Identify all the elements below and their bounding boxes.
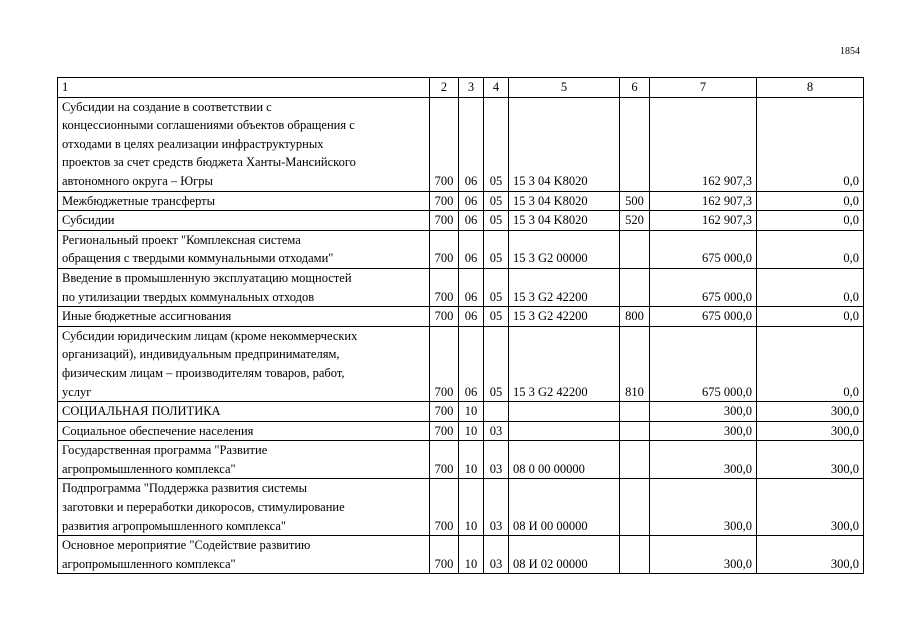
amount-cell: 675 000,0 bbox=[650, 326, 757, 401]
expense-type-cell bbox=[620, 536, 650, 574]
amount-cell: 675 000,0 bbox=[650, 307, 757, 327]
table-row bbox=[58, 421, 864, 441]
target-article-cell: 15 3 G2 00000 bbox=[509, 230, 620, 268]
column-header-1: 1 bbox=[58, 78, 430, 98]
subsection-cell: 05 bbox=[484, 326, 509, 401]
subsection-cell: 05 bbox=[484, 307, 509, 327]
subsection-cell: 03 bbox=[484, 536, 509, 574]
expense-type-cell bbox=[620, 230, 650, 268]
row-name-cell: Субсидии на создание в соответствии с концессионными соглашениями объектов обращения с отходами в целях реализации инфраструктурных проектов за счет средств бюджета Ханты-Мансийского автономного округа – Югры bbox=[58, 97, 430, 191]
section-cell: 06 bbox=[459, 230, 484, 268]
table-row bbox=[58, 191, 864, 211]
amount-federal-cell: 300,0 bbox=[757, 421, 864, 441]
table-row bbox=[58, 211, 864, 231]
expense-type-cell bbox=[620, 268, 650, 306]
subsection-cell bbox=[484, 402, 509, 422]
amount-federal-cell: 0,0 bbox=[757, 211, 864, 231]
subsection-cell: 03 bbox=[484, 479, 509, 536]
subsection-cell: 05 bbox=[484, 211, 509, 231]
code-admin-cell: 700 bbox=[430, 211, 459, 231]
code-admin-cell: 700 bbox=[430, 326, 459, 401]
expense-type-cell bbox=[620, 441, 650, 479]
target-article-cell bbox=[509, 421, 620, 441]
section-cell: 10 bbox=[459, 402, 484, 422]
amount-federal-cell: 0,0 bbox=[757, 191, 864, 211]
section-cell: 10 bbox=[459, 479, 484, 536]
column-header-4: 4 bbox=[484, 78, 509, 98]
section-cell: 06 bbox=[459, 97, 484, 191]
amount-cell: 300,0 bbox=[650, 402, 757, 422]
table-header-row bbox=[58, 78, 864, 98]
table-row bbox=[58, 230, 864, 268]
subsection-cell: 05 bbox=[484, 97, 509, 191]
subsection-cell: 05 bbox=[484, 230, 509, 268]
expense-type-cell bbox=[620, 421, 650, 441]
code-admin-cell: 700 bbox=[430, 402, 459, 422]
row-name-cell: Основное мероприятие "Содействие развитию агропромышленного комплекса" bbox=[58, 536, 430, 574]
table-row bbox=[58, 307, 864, 327]
subsection-cell: 03 bbox=[484, 441, 509, 479]
row-name-cell: Подпрограмма "Поддержка развития системы заготовки и переработки дикоросов, стимулирование развития агропромышленного комплекса" bbox=[58, 479, 430, 536]
table-row bbox=[58, 97, 864, 191]
code-admin-cell: 700 bbox=[430, 191, 459, 211]
section-cell: 06 bbox=[459, 211, 484, 231]
subsection-cell: 03 bbox=[484, 421, 509, 441]
section-cell: 10 bbox=[459, 441, 484, 479]
column-header-8: 8 bbox=[757, 78, 864, 98]
expense-type-cell: 500 bbox=[620, 191, 650, 211]
row-name-cell: Межбюджетные трансферты bbox=[58, 191, 430, 211]
amount-cell: 300,0 bbox=[650, 421, 757, 441]
expense-type-cell: 810 bbox=[620, 326, 650, 401]
row-name-cell: СОЦИАЛЬНАЯ ПОЛИТИКА bbox=[58, 402, 430, 422]
amount-cell: 162 907,3 bbox=[650, 191, 757, 211]
expense-type-cell: 800 bbox=[620, 307, 650, 327]
table-row bbox=[58, 326, 864, 401]
target-article-cell: 08 0 00 00000 bbox=[509, 441, 620, 479]
amount-federal-cell: 0,0 bbox=[757, 326, 864, 401]
target-article-cell: 15 3 G2 42200 bbox=[509, 326, 620, 401]
row-name-cell: Социальное обеспечение населения bbox=[58, 421, 430, 441]
amount-federal-cell: 0,0 bbox=[757, 268, 864, 306]
subsection-cell: 05 bbox=[484, 191, 509, 211]
expense-type-cell bbox=[620, 97, 650, 191]
amount-federal-cell: 300,0 bbox=[757, 536, 864, 574]
row-name-cell: Субсидии юридическим лицам (кроме некоммерческих организаций), индивидуальным предпринимателям, физическим лицам – производителям товаров, работ, услуг bbox=[58, 326, 430, 401]
column-header-3: 3 bbox=[459, 78, 484, 98]
amount-federal-cell: 0,0 bbox=[757, 230, 864, 268]
budget-table bbox=[57, 77, 864, 574]
subsection-cell: 05 bbox=[484, 268, 509, 306]
target-article-cell: 15 3 04 K8020 bbox=[509, 211, 620, 231]
target-article-cell: 15 3 04 K8020 bbox=[509, 97, 620, 191]
amount-cell: 675 000,0 bbox=[650, 230, 757, 268]
row-name-cell: Региональный проект "Комплексная система обращения с твердыми коммунальными отходами" bbox=[58, 230, 430, 268]
amount-cell: 675 000,0 bbox=[650, 268, 757, 306]
target-article-cell: 15 3 04 K8020 bbox=[509, 191, 620, 211]
code-admin-cell: 700 bbox=[430, 97, 459, 191]
target-article-cell: 08 И 00 00000 bbox=[509, 479, 620, 536]
target-article-cell bbox=[509, 402, 620, 422]
code-admin-cell: 700 bbox=[430, 441, 459, 479]
section-cell: 06 bbox=[459, 307, 484, 327]
code-admin-cell: 700 bbox=[430, 307, 459, 327]
expense-type-cell: 520 bbox=[620, 211, 650, 231]
section-cell: 10 bbox=[459, 536, 484, 574]
expense-type-cell bbox=[620, 479, 650, 536]
column-header-6: 6 bbox=[620, 78, 650, 98]
code-admin-cell: 700 bbox=[430, 421, 459, 441]
amount-federal-cell: 300,0 bbox=[757, 441, 864, 479]
table-row bbox=[58, 479, 864, 536]
code-admin-cell: 700 bbox=[430, 479, 459, 536]
section-cell: 06 bbox=[459, 268, 484, 306]
row-name-cell: Субсидии bbox=[58, 211, 430, 231]
amount-cell: 162 907,3 bbox=[650, 97, 757, 191]
target-article-cell: 15 3 G2 42200 bbox=[509, 268, 620, 306]
section-cell: 06 bbox=[459, 326, 484, 401]
amount-cell: 300,0 bbox=[650, 479, 757, 536]
row-name-cell: Введение в промышленную эксплуатацию мощностей по утилизации твердых коммунальных отходов bbox=[58, 268, 430, 306]
table-row bbox=[58, 536, 864, 574]
table-row bbox=[58, 441, 864, 479]
amount-federal-cell: 0,0 bbox=[757, 97, 864, 191]
code-admin-cell: 700 bbox=[430, 536, 459, 574]
column-header-5: 5 bbox=[509, 78, 620, 98]
row-name-cell: Государственная программа "Развитие агропромышленного комплекса" bbox=[58, 441, 430, 479]
expense-type-cell bbox=[620, 402, 650, 422]
amount-federal-cell: 300,0 bbox=[757, 479, 864, 536]
amount-cell: 300,0 bbox=[650, 441, 757, 479]
section-cell: 06 bbox=[459, 191, 484, 211]
code-admin-cell: 700 bbox=[430, 268, 459, 306]
amount-cell: 300,0 bbox=[650, 536, 757, 574]
table-row bbox=[58, 402, 864, 422]
table-row bbox=[58, 268, 864, 306]
amount-cell: 162 907,3 bbox=[650, 211, 757, 231]
table-body bbox=[58, 97, 864, 574]
code-admin-cell: 700 bbox=[430, 230, 459, 268]
section-cell: 10 bbox=[459, 421, 484, 441]
amount-federal-cell: 300,0 bbox=[757, 402, 864, 422]
column-header-2: 2 bbox=[430, 78, 459, 98]
row-name-cell: Иные бюджетные ассигнования bbox=[58, 307, 430, 327]
column-header-7: 7 bbox=[650, 78, 757, 98]
target-article-cell: 08 И 02 00000 bbox=[509, 536, 620, 574]
page-number: 1854 bbox=[840, 46, 860, 57]
amount-federal-cell: 0,0 bbox=[757, 307, 864, 327]
target-article-cell: 15 3 G2 42200 bbox=[509, 307, 620, 327]
